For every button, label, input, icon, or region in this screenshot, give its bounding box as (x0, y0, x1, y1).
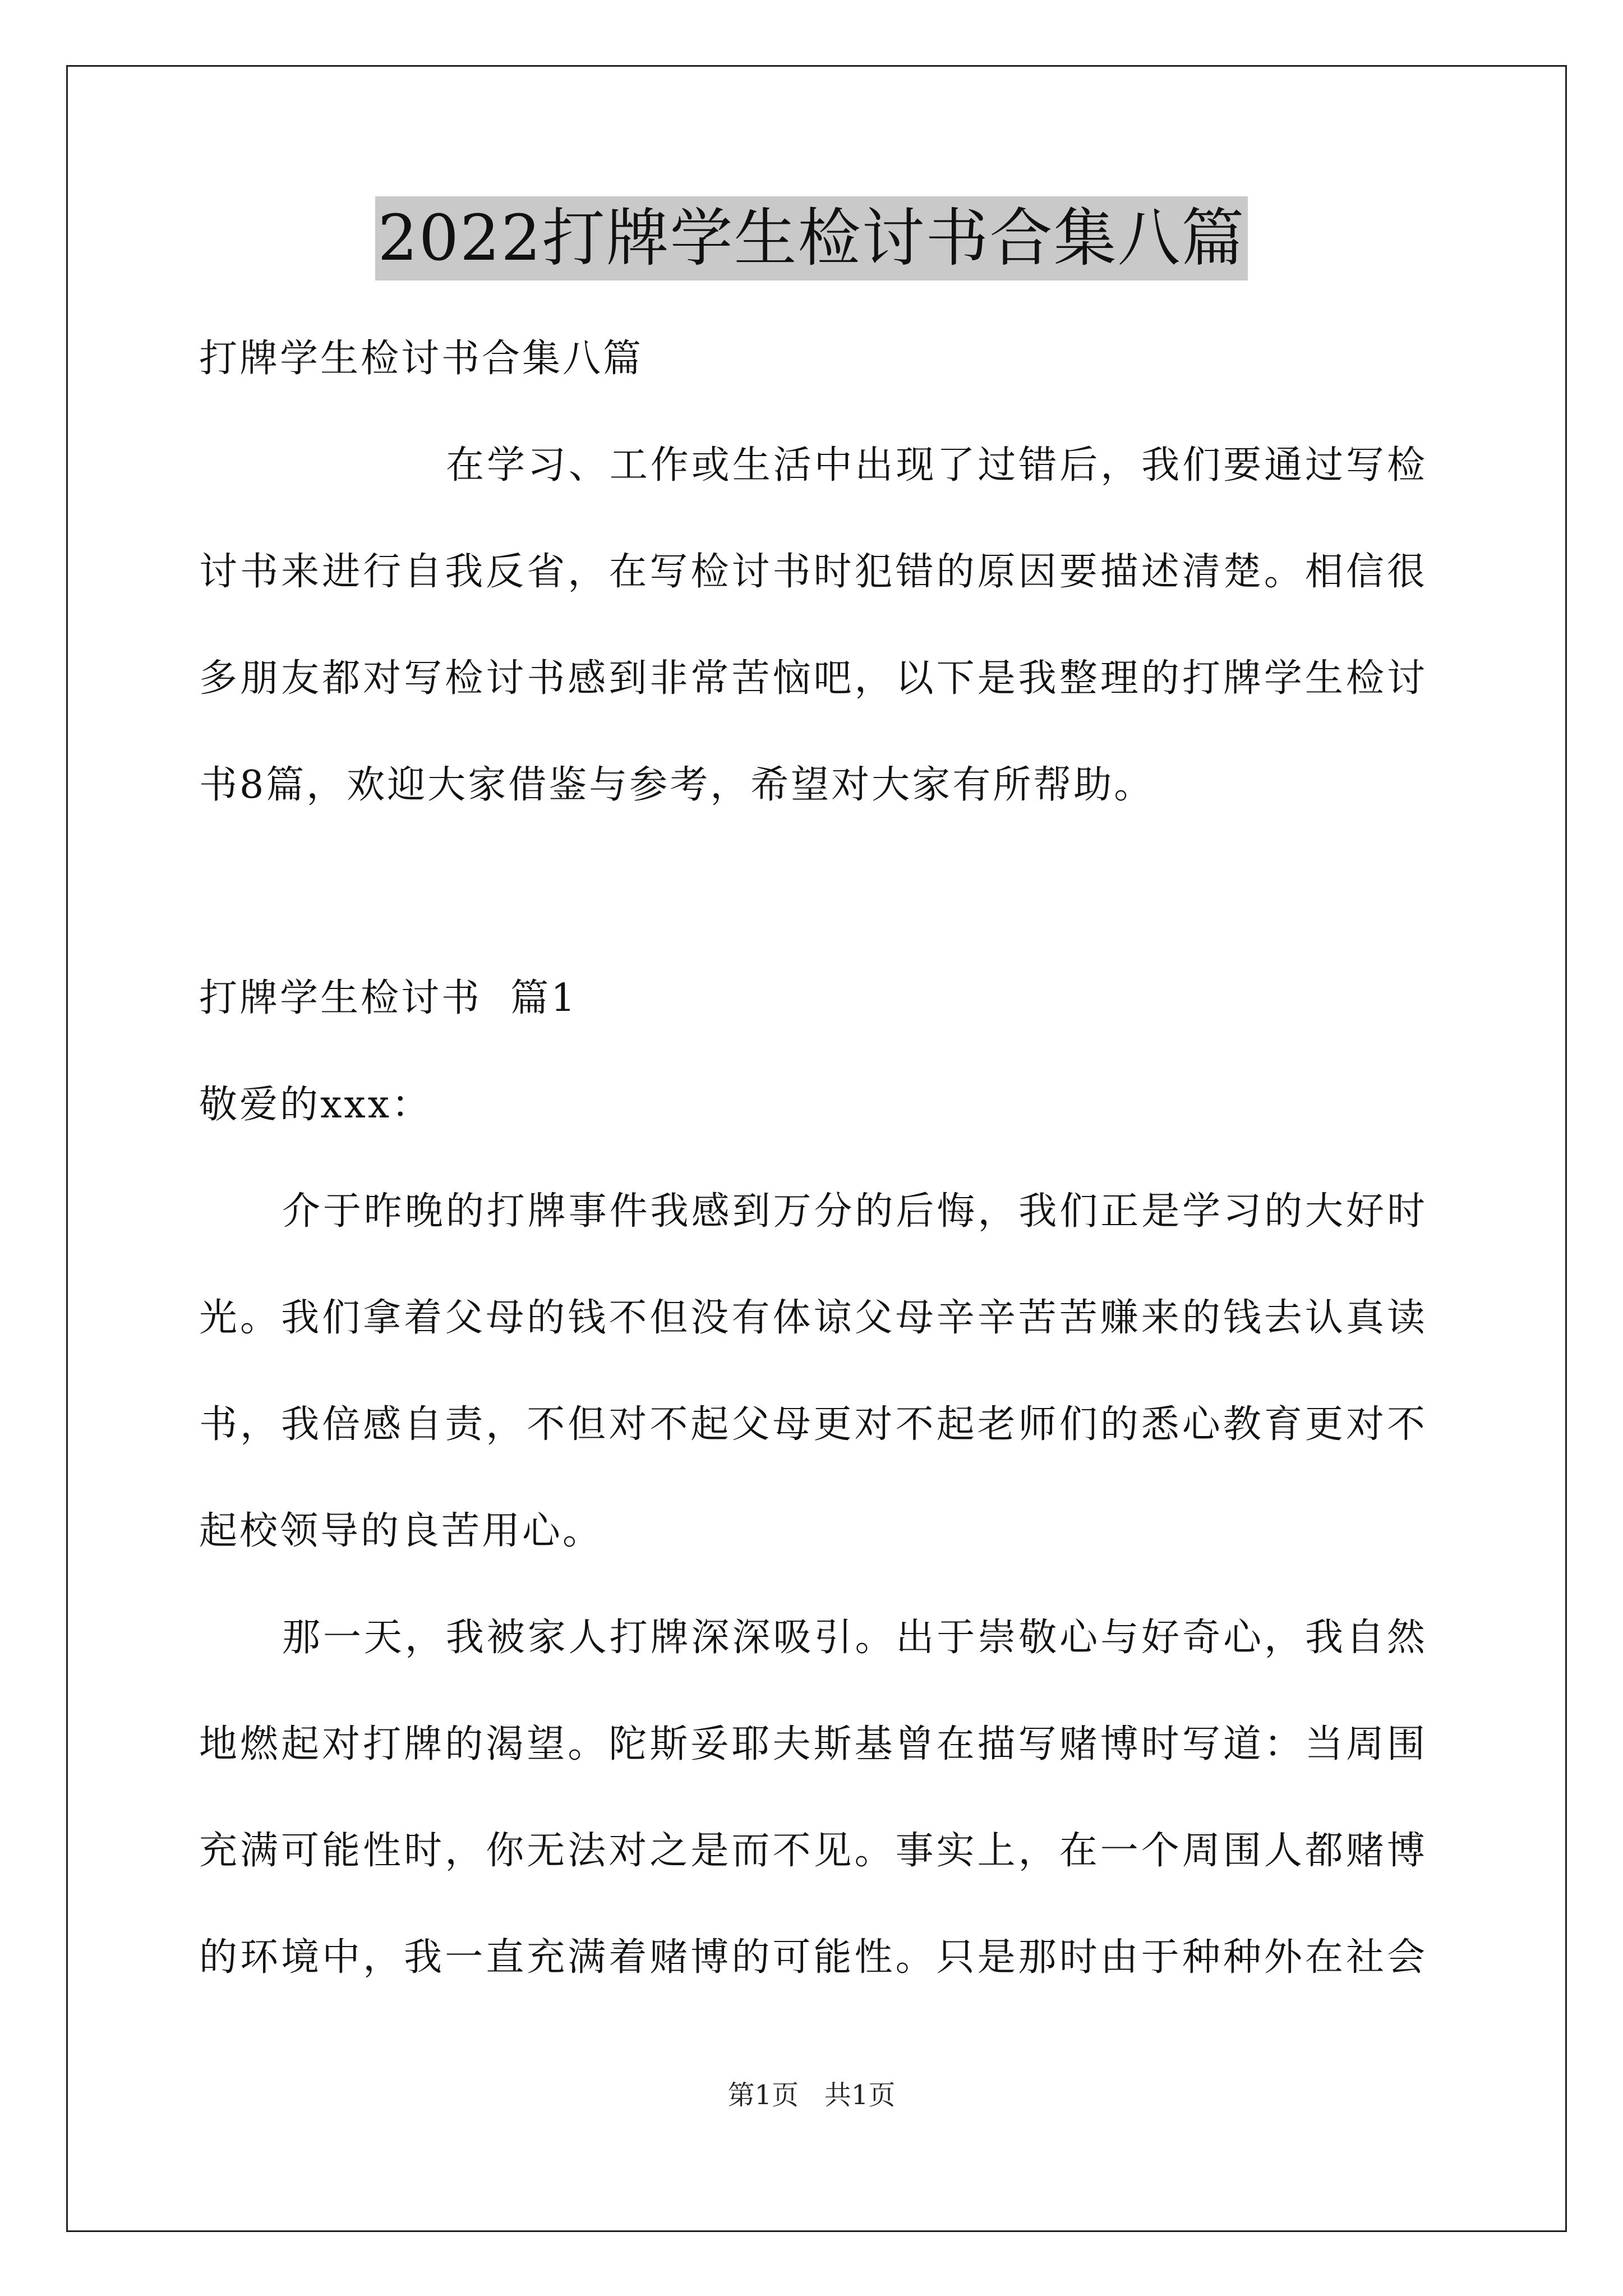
intro-line: 书8篇，欢迎大家借鉴与参考，希望对大家有所帮助。 (199, 763, 1155, 807)
intro-line: 在学习、工作或生活中出现了过错后，我们要通过写检 (446, 443, 1427, 487)
page-footer: 第1页 共1页 (727, 2079, 896, 2111)
paragraph-line: 起校领导的良苦用心。 (199, 1509, 603, 1553)
intro-line: 多朋友都对写检讨书感到非常苦恼吧，以下是我整理的打牌学生检讨 (199, 656, 1427, 701)
section-heading: 打牌学生检讨书 篇1 (199, 976, 578, 1020)
document-subtitle: 打牌学生检讨书合集八篇 (199, 337, 644, 381)
title-container (0, 196, 1623, 280)
document-body (199, 306, 1427, 2011)
paragraph-line: 充满可能性时，你无法对之是而不见。事实上，在一个周围人都赌博 (199, 1829, 1427, 1873)
document-title: 2022打牌学生检讨书合集八篇 (375, 196, 1247, 280)
paragraph-line: 的环境中，我一直充满着赌博的可能性。只是那时由于种种外在社会 (199, 1935, 1427, 1980)
paragraph-line: 书，我倍感自责，不但对不起父母更对不起老师们的悉心教育更对不 (199, 1402, 1427, 1447)
paragraph-line: 光。我们拿着父母的钱不但没有体谅父母辛辛苦苦赚来的钱去认真读 (199, 1296, 1427, 1340)
salutation: 敬爱的xxx： (199, 1083, 432, 1127)
paragraph-line: 介于昨晚的打牌事件我感到万分的后悔，我们正是学习的大好时 (282, 1189, 1427, 1234)
paragraph-gap (199, 839, 1427, 945)
paragraph-line: 地燃起对打牌的渴望。陀斯妥耶夫斯基曾在描写赌博时写道：当周围 (199, 1722, 1427, 1766)
intro-line: 讨书来进行自我反省，在写检讨书时犯错的原因要描述清楚。相信很 (199, 550, 1427, 594)
paragraph-line: 那一天，我被家人打牌深深吸引。出于崇敬心与好奇心，我自然 (282, 1616, 1427, 1660)
